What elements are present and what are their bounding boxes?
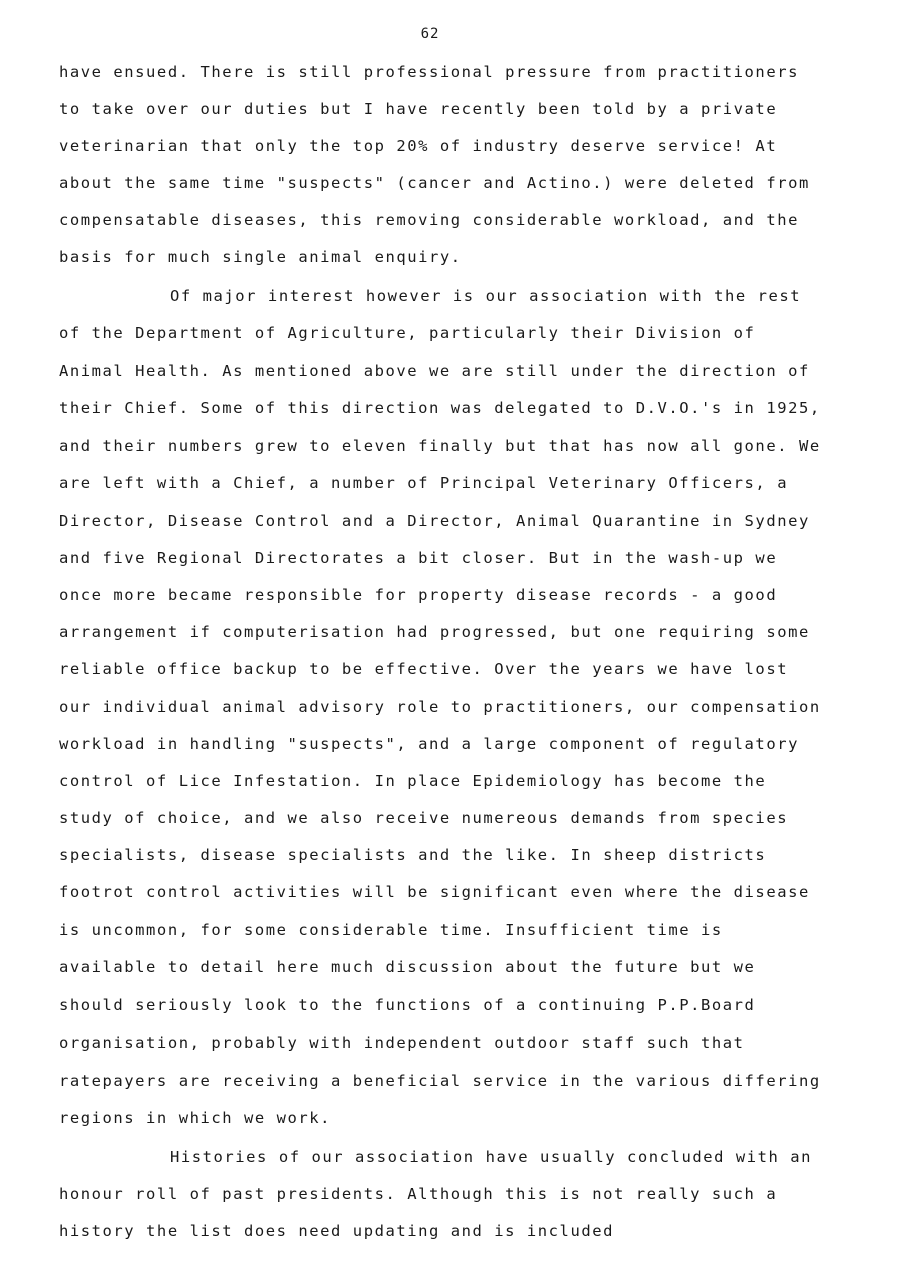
- text-line: Of major interest however is our association with the rest: [170, 287, 802, 305]
- text-line: footrot control activities will be significant even where the disease: [59, 883, 810, 901]
- text-line: their Chief. Some of this direction was delegated to D.V.O.'s in 1925,: [59, 399, 821, 417]
- text-line: about the same time "suspects" (cancer and Actino.) were deleted from: [59, 174, 810, 192]
- text-line: are left with a Chief, a number of Principal Veterinary Officers, a: [59, 474, 789, 492]
- text-line: study of choice, and we also receive numereous demands from species: [59, 809, 789, 827]
- text-line: honour roll of past presidents. Although this is not really such a: [59, 1185, 778, 1203]
- text-line: and their numbers grew to eleven finally but that has now all gone. We: [59, 437, 821, 455]
- text-line: organisation, probably with independent outdoor staff such that: [59, 1034, 745, 1052]
- text-line: veterinarian that only the top 20% of industry deserve service! At: [59, 137, 778, 155]
- text-line: workload in handling "suspects", and a large component of regulatory: [59, 735, 799, 753]
- text-line: available to detail here much discussion about the future but we: [59, 958, 756, 976]
- text-line: basis for much single animal enquiry.: [59, 248, 462, 266]
- text-line: of the Department of Agriculture, particularly their Division of: [59, 324, 756, 342]
- text-line: is uncommon, for some considerable time. Insufficient time is: [59, 921, 723, 939]
- text-line: Animal Health. As mentioned above we are still under the direction of: [59, 362, 810, 380]
- text-line: Histories of our association have usually concluded with an: [170, 1148, 813, 1166]
- text-line: our individual animal advisory role to practitioners, our compensation: [59, 698, 821, 716]
- text-line: ratepayers are receiving a beneficial service in the various differing: [59, 1072, 821, 1090]
- text-line: and five Regional Directorates a bit closer. But in the wash-up we: [59, 549, 778, 567]
- text-line: specialists, disease specialists and the like. In sheep districts: [59, 846, 767, 864]
- text-line: reliable office backup to be effective. Over the years we have lost: [59, 660, 789, 678]
- text-line: control of Lice Infestation. In place Epidemiology has become the: [59, 772, 767, 790]
- text-line: Director, Disease Control and a Director, Animal Quarantine in Sydney: [59, 512, 810, 530]
- text-line: should seriously look to the functions of a continuing P.P.Board: [59, 996, 756, 1014]
- text-line: compensatable diseases, this removing considerable workload, and the: [59, 211, 799, 229]
- text-line: arrangement if computerisation had progressed, but one requiring some: [59, 623, 810, 641]
- text-line: history the list does need updating and is included: [59, 1222, 614, 1240]
- page-number: 62: [420, 26, 440, 42]
- text-line: have ensued. There is still professional pressure from practitioners: [59, 63, 799, 81]
- text-line: regions in which we work.: [59, 1109, 332, 1127]
- text-line: to take over our duties but I have recently been told by a private: [59, 100, 778, 118]
- text-line: once more became responsible for property disease records - a good: [59, 586, 778, 604]
